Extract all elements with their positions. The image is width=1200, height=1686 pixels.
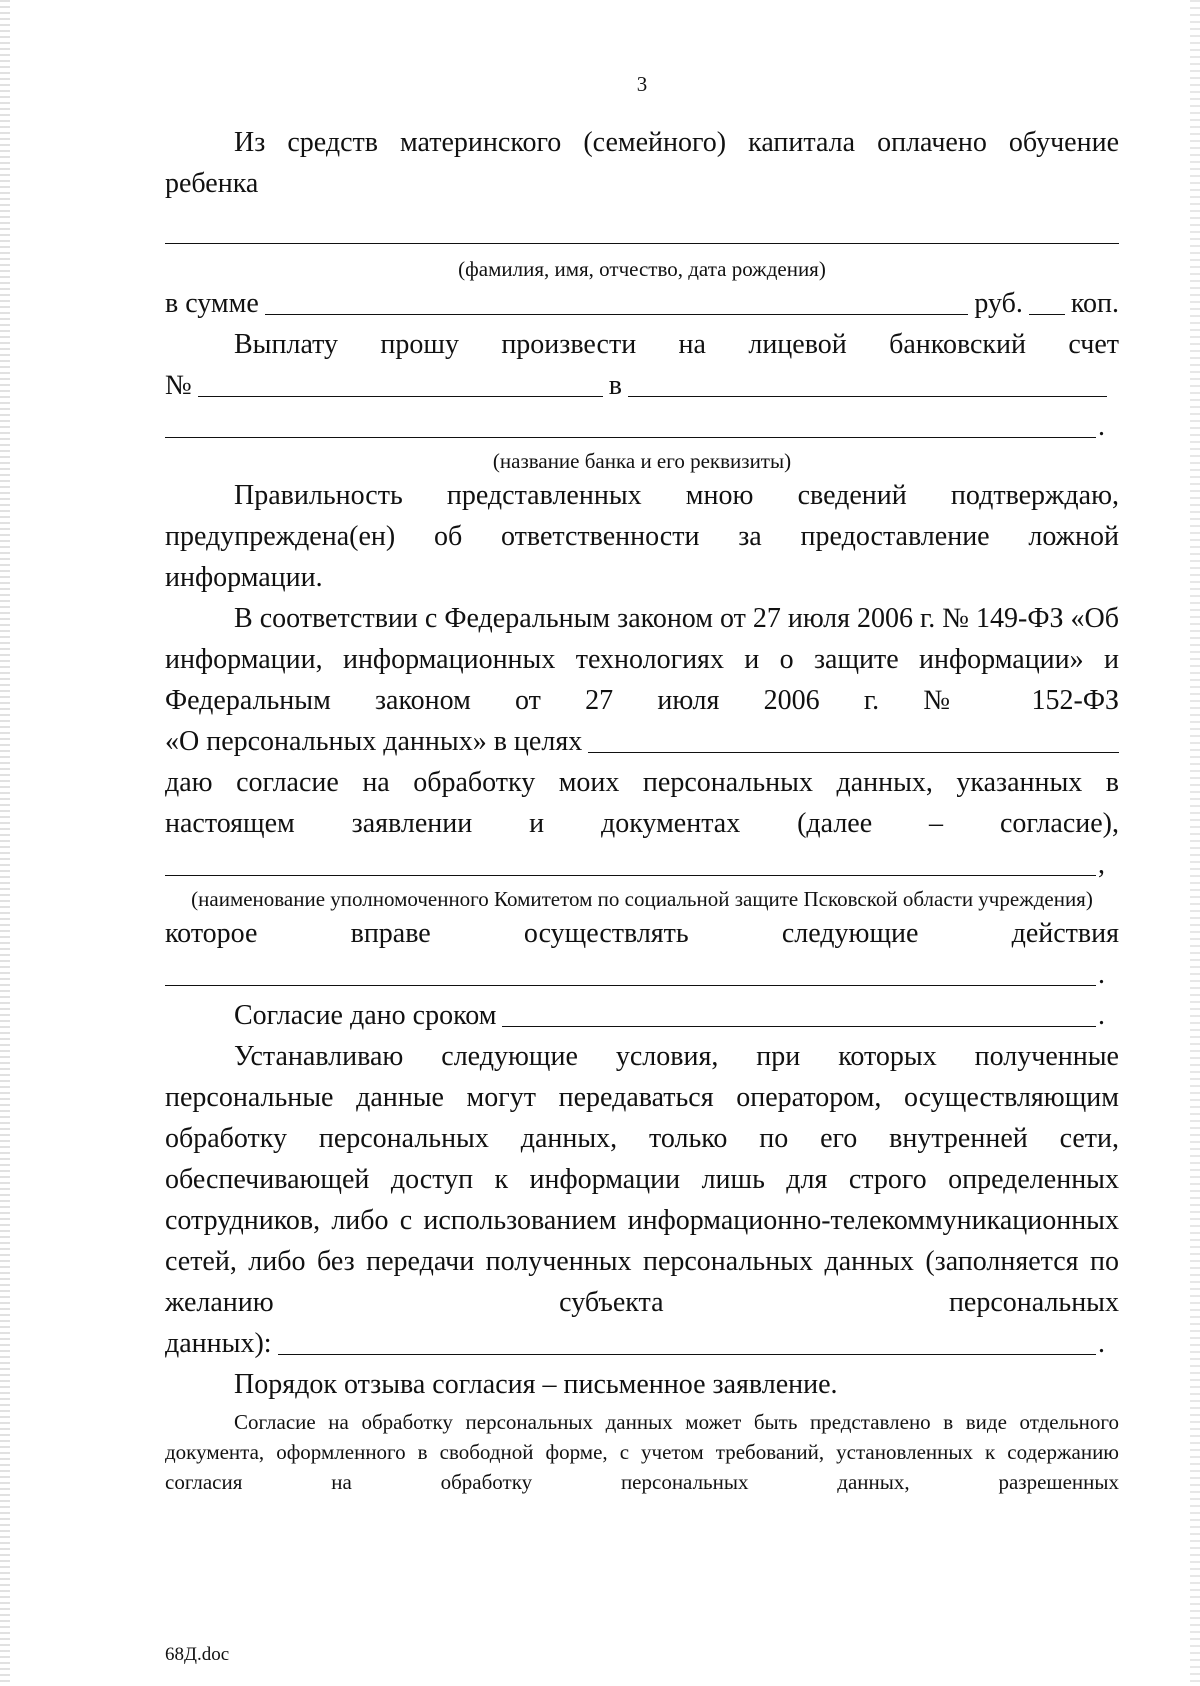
- caption-child: (фамилия, имя, отчество, дата рождения): [458, 257, 826, 281]
- actions-row: [165, 954, 1119, 995]
- paragraph-conditions: Устанавливаю следующие условия, при которых полученные персональные данные могут передаваться оператором, осуществляющим обработку персональных данных, только по его внутренней сети, обеспечивающей доступ к информации лишь для строго определенных сотрудников, либо с использованием информационно-телекоммуникационных сетей, либо без передачи полученных персональных данных (заполняется по желанию субъекта персональных: [165, 1041, 1119, 1318]
- conditions-field[interactable]: [278, 1324, 1096, 1355]
- conditions-end-row: [165, 1323, 1119, 1364]
- bank-details-field[interactable]: [165, 407, 1096, 438]
- institution-row: [165, 844, 1119, 885]
- term-field[interactable]: [502, 996, 1096, 1027]
- law-purpose-label: «О персональных данных» в целях: [165, 726, 583, 757]
- in-label: в: [608, 370, 622, 401]
- law-purpose-row: [165, 721, 1119, 762]
- scan-edge-right: [1190, 0, 1200, 1686]
- revoke-line: Порядок отзыва согласия – письменное заявление.: [234, 1369, 838, 1400]
- purpose-field[interactable]: [588, 722, 1119, 753]
- institution-comma: ,: [1098, 849, 1105, 880]
- kop-label: коп.: [1070, 288, 1119, 319]
- sum-row: [165, 283, 1119, 324]
- sum-label: в сумме: [165, 288, 259, 319]
- sum-rub-field[interactable]: [265, 284, 969, 315]
- bank-name-field[interactable]: [628, 366, 1107, 397]
- actions-dot: .: [1098, 959, 1105, 990]
- actions-line: которое вправе осуществлять следующие действия: [165, 918, 1119, 949]
- conditions-dot: .: [1098, 1328, 1105, 1359]
- document-body: [165, 70, 1119, 1497]
- rub-label: руб.: [974, 288, 1023, 319]
- term-row: [165, 995, 1119, 1036]
- child-name-line: [165, 212, 1119, 253]
- num-sign: №: [165, 370, 192, 401]
- scan-edge-left: [0, 0, 10, 1686]
- child-name-field[interactable]: [165, 243, 1119, 244]
- term-label: Согласие дано сроком: [234, 1000, 497, 1031]
- page-number: 3: [636, 72, 648, 96]
- bank-details-dot: .: [1098, 411, 1105, 442]
- paragraph-truth: Правильность представленных мною сведений подтверждаю, предупреждена(ен) об ответственности за предоставление ложной информации.: [165, 480, 1119, 593]
- bank-details-row: [165, 406, 1119, 447]
- term-dot: .: [1098, 1000, 1105, 1031]
- conditions-end-label: данных):: [165, 1328, 272, 1359]
- caption-institution: (наименование уполномоченного Комитетом по социальной защите Псковской области учреждения): [191, 887, 1093, 911]
- paragraph-consent: даю согласие на обработку моих персональных данных, указанных в настоящем заявлении и документах (далее – согласие),: [165, 767, 1119, 839]
- sum-kop-field[interactable]: [1029, 284, 1065, 315]
- actions-field[interactable]: [165, 955, 1096, 986]
- institution-field[interactable]: [165, 845, 1096, 876]
- paragraph-capital: Из средств материнского (семейного) капитала оплачено обучение ребенка: [165, 127, 1119, 199]
- payment-line: Выплату прошу произвести на лицевой банковский счет: [234, 329, 1119, 360]
- paragraph-law: В соответствии с Федеральным законом от 27 июля 2006 г. № 149-ФЗ «Об информации, информационных технологиях и о защите информации» и Федеральным законом от 27 июля 2006 г. № 152-ФЗ: [165, 603, 1119, 716]
- account-row: [165, 365, 1119, 406]
- paragraph-small: Согласие на обработку персональных данных может быть представлено в виде отдельного документа, оформленного в свободной форме, с учетом требований, установленных к содержанию согласия на обработку персональных данных, разрешенных: [165, 1410, 1119, 1494]
- caption-bank: (название банка и его реквизиты): [492, 449, 792, 473]
- account-number-field[interactable]: [198, 366, 603, 397]
- footer-filename: 68Д.doc: [165, 1644, 230, 1665]
